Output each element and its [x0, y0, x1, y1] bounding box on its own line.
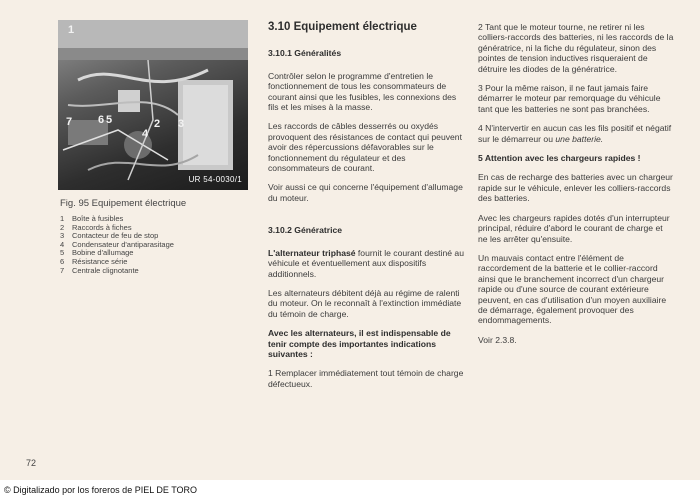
- legend-item: 7 Centrale clignotante: [60, 265, 139, 275]
- photo-label-6: 6: [98, 114, 105, 126]
- engine-bay-photo: [58, 20, 248, 190]
- engine-photo-illustration: [58, 20, 248, 190]
- paragraph-bold: 5 Attention avec les chargeurs rapides !: [478, 153, 641, 164]
- figure-legend: [60, 215, 250, 275]
- paragraph: 2 Tant que le moteur tourne, ne retirer ni les colliers-raccords des batteries, ni les raccords de la génératrice, ni la fiche du régulateur, sinon des pointes de tension inductives risqueraient de détruire les diodes de la génératrice.: [478, 22, 674, 74]
- figure-caption: [60, 198, 250, 275]
- photo-label-3: 3: [178, 118, 185, 130]
- legend-item: 6 Résistance série: [60, 256, 128, 266]
- footer-credit: © Digitalizado por los foreros de PIEL DE TORO: [4, 485, 198, 495]
- paragraph: Les alternateurs débitent déjà au régime de ralenti du moteur. On le reconnaît à l'extinction immédiate du témoin de charge.: [268, 287, 462, 319]
- paragraph: Voir aussi ce qui concerne l'équipement d'allumage du moteur.: [268, 182, 463, 203]
- legend-item: 4 Condensateur d'antiparasitage: [60, 239, 174, 249]
- text-column-middle: [268, 22, 464, 398]
- photo-code: UR 54-0030/1: [188, 175, 242, 184]
- photo-label-2: 2: [154, 118, 161, 130]
- paragraph: Contrôler selon le programme d'entretien le fonctionnement de tous les consommateurs de courant ainsi que les fusibles, les connexions des fils et les mises à la masse.: [268, 70, 457, 113]
- paragraph: L'alternateur triphasé fournit le courant destiné au véhicule et éventuellement aux dispositifs additionnels.: [268, 247, 464, 279]
- figure-title: Fig. 95 Equipement électrique: [60, 198, 187, 209]
- photo-label-1: 1: [68, 24, 75, 36]
- legend-item: 2 Raccords à fiches: [60, 222, 132, 232]
- paragraph: 3 Pour la même raison, il ne faut jamais faire démarrer le moteur par remorquage du véhicule tant que les batteries ne sont pas branchées.: [478, 83, 661, 114]
- paragraph: Un mauvais contact entre l'élément de raccordement de la batterie et le collier-raccord ainsi que le branchement incorrect d'un chargeur rapide ou d'une source de courant extérieure peuvent, en cas d'utilisation d'un moyen auxiliaire de démarrage, également provoquer des endommagements.: [478, 252, 667, 326]
- paragraph-bold: Avec les alternateurs, il est indispensable de tenir compte des importantes indications suivantes :: [268, 328, 451, 359]
- paragraph: Avec les chargeurs rapides dotés d'un interrupteur principal, réduire d'abord le courant de charge et ne les arrêter qu'ensuite.: [478, 212, 670, 244]
- paragraph: 4 N'intervertir en aucun cas les fils positif et négatif sur le démarreur ou une batterie.: [478, 123, 672, 144]
- paragraph: Voir 2.3.8.: [478, 334, 517, 345]
- photo-label-7: 7: [66, 116, 73, 128]
- photo-label-5: 5: [106, 114, 113, 126]
- paragraph: 1 Remplacer immédiatement tout témoin de charge défectueux.: [268, 368, 464, 389]
- photo-label-4: 4: [142, 128, 149, 140]
- page-number: 72: [26, 458, 37, 468]
- legend-item: 1 Boîte à fusibles: [60, 214, 124, 223]
- legend-item: 5 Bobine d'allumage: [60, 248, 134, 258]
- subsection-title-generalites: 3.10.1 Généralités: [268, 48, 342, 59]
- paragraph: En cas de recharge des batteries avec un chargeur rapide sur le véhicule, enlever les colliers-raccords des batteries.: [478, 172, 673, 204]
- subsection-title-generatrice: 3.10.2 Génératrice: [268, 225, 343, 236]
- paragraph: Les raccords de câbles desserrés ou oxydés provoquent des résistances de contact qui peuvent avoir des répercussions défavorables sur le fonctionnement du régulateur et des consommateurs de courant.: [268, 121, 462, 174]
- text-column-right: [478, 22, 674, 354]
- section-title: 3.10 Equipement électrique: [268, 21, 417, 33]
- legend-item: 3 Contacteur de feu de stop: [60, 231, 159, 241]
